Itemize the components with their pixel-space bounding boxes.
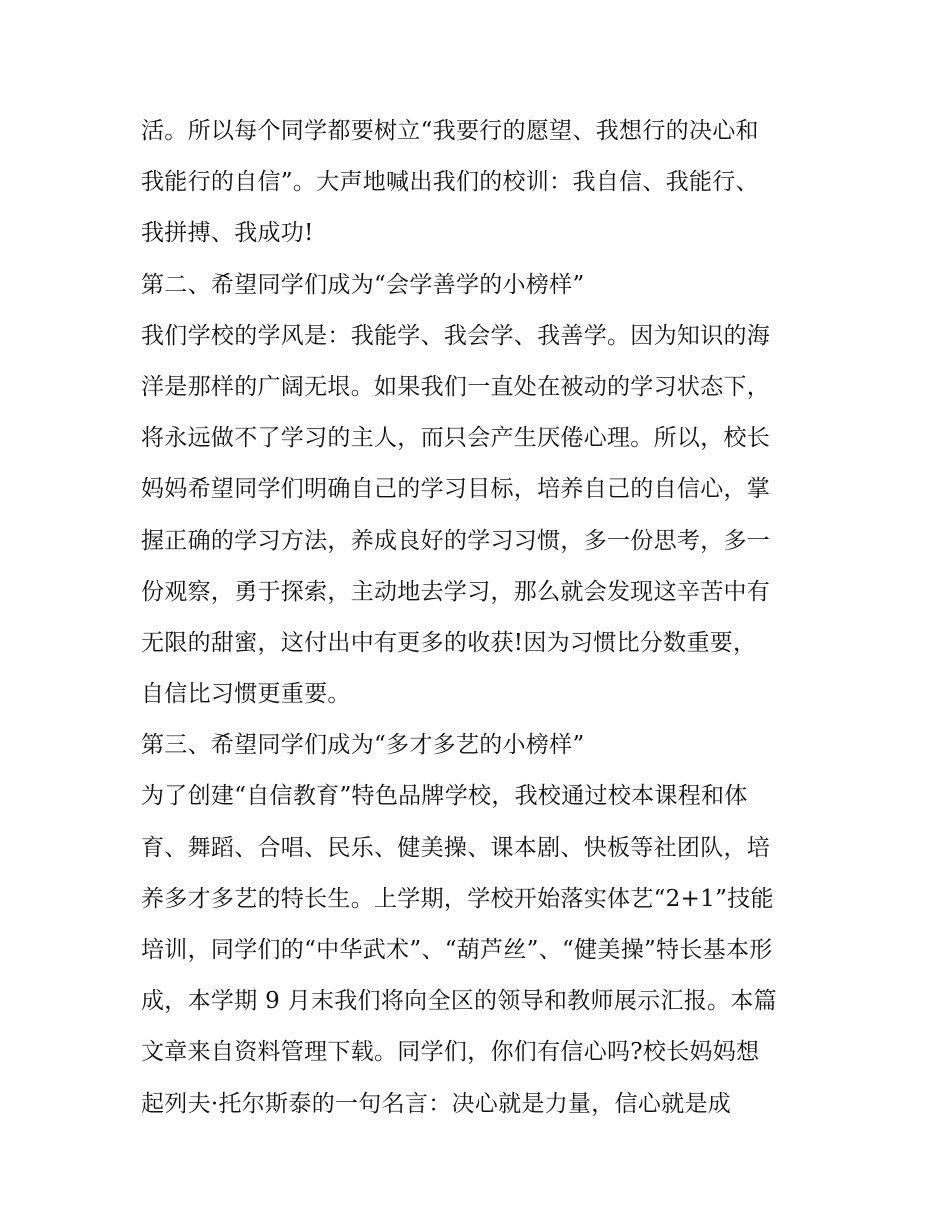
text-line: 无限的甜蜜，这付出中有更多的收获!因为习惯比分数重要， [141,629,757,656]
text-line: 活。所以每个同学都要树立“我要行的愿望、我想行的决心和 [141,118,759,144]
text-line: 我拼搏、我成功! [141,220,314,247]
text-line: 妈妈希望同学们明确自己的学习目标，培养自己的自信心，掌 [141,476,771,503]
text-line: 握正确的学习方法，养成良好的学习习惯，多一份思考，多一 [141,527,771,554]
text-line: 育、舞蹈、合唱、民乐、健美操、课本剧、快板等社团队，培 [141,834,771,861]
section-heading-2: 第二、希望同学们成为“会学善学的小榜样” [141,271,585,298]
text-line: 养多才多艺的特长生。上学期，学校开始落实体艺“2+1”技能 [141,885,774,912]
text-line: 份观察，勇于探索，主动地去学习，那么就会发现这辛苦中有 [141,578,771,605]
section-heading-3: 第三、希望同学们成为“多才多艺的小榜样” [141,732,585,759]
text-line: 起列夫·托尔斯泰的一句名言：决心就是力量，信心就是成 [141,1090,732,1117]
text-line: 自信比习惯更重要。 [141,681,351,708]
text-line: 我们学校的学风是：我能学、我会学、我善学。因为知识的海 [141,322,771,349]
text-line: 洋是那样的广阔无垠。如果我们一直处在被动的学习状态下， [141,373,771,400]
text-line: 我能行的自信”。大声地喊出我们的校训：我自信、我能行、 [141,169,759,196]
body-text [141,106,821,1130]
text-line: 将永远做不了学习的主人，而只会产生厌倦心理。所以，校长 [141,425,771,452]
text-line: 培训，同学们的“中华武术”、“葫芦丝”、“健美操”特长基本形 [141,937,773,963]
text-line: 成，本学期 9 月末我们将向全区的领导和教师展示汇报。本篇 [141,988,777,1015]
text-line: 为了创建“自信教育”特色品牌学校，我校通过校本课程和体 [141,783,748,810]
text-line: 文章来自资料管理下载。同学们，你们有信心吗?校长妈妈想 [141,1039,760,1066]
